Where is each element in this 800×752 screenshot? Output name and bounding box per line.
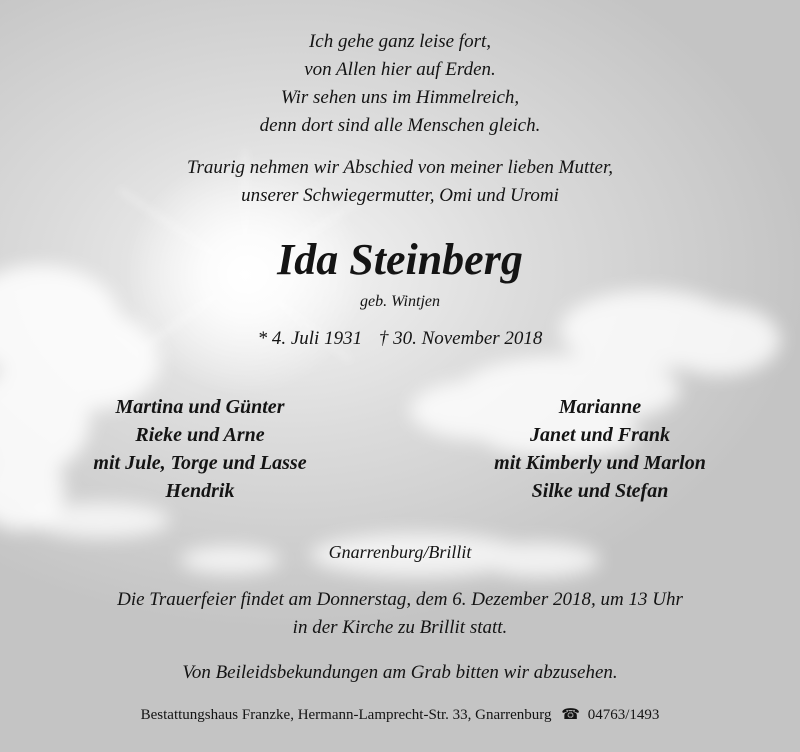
place: Gnarrenburg/Brillit (328, 542, 472, 562)
family-line: Martina und Günter (115, 396, 285, 418)
birth-name: geb. Wintjen (360, 293, 440, 310)
family-line: Silke und Stefan (531, 480, 669, 502)
phone-number: 04763/1493 (587, 707, 660, 723)
funeral-line: Die Trauerfeier findet am Donnerstag, dem 6. Dezember 2018, um 13 Uhr (117, 589, 683, 610)
death-date: † 30. November 2018 (378, 328, 543, 349)
family-line: mit Kimberly und Marlon (494, 452, 706, 474)
poem (0, 28, 800, 140)
funeral-line: in der Kirche zu Brillit statt. (292, 617, 508, 638)
intro-line: unserer Schwiegermutter, Omi und Uromi (241, 185, 559, 206)
funeral-info (0, 586, 800, 642)
intro-line: Traurig nehmen wir Abschied von meiner lieben Mutter, (186, 157, 614, 178)
poem-line: von Allen hier auf Erden. (304, 59, 496, 80)
family-line: Hendrik (165, 480, 235, 502)
life-dates (0, 326, 800, 352)
undertaker-footer (0, 704, 800, 726)
family-line: mit Jule, Torge und Lasse (93, 452, 307, 474)
poem-line: Wir sehen uns im Himmelreich, (280, 87, 520, 108)
family-line: Rieke und Arne (135, 424, 265, 446)
undertaker-address: Bestattungshaus Franzke, Hermann-Lamprecht-Str. 33, Gnarrenburg (140, 707, 552, 723)
intro-text (0, 154, 800, 210)
poem-line: Ich gehe ganz leise fort, (308, 31, 492, 52)
family-right (430, 393, 770, 505)
family-line: Marianne (558, 396, 642, 418)
family-line: Janet und Frank (529, 424, 671, 446)
telephone-icon: ☎ (561, 707, 580, 723)
deceased-name: Ida Steinberg (277, 235, 523, 284)
family-left (30, 393, 370, 505)
birth-date: * 4. Juli 1931 (257, 328, 363, 349)
poem-line: denn dort sind alle Menschen gleich. (259, 115, 541, 136)
condolence-request: Von Beileidsbekundungen am Grab bitten wir abzusehen. (182, 662, 618, 683)
